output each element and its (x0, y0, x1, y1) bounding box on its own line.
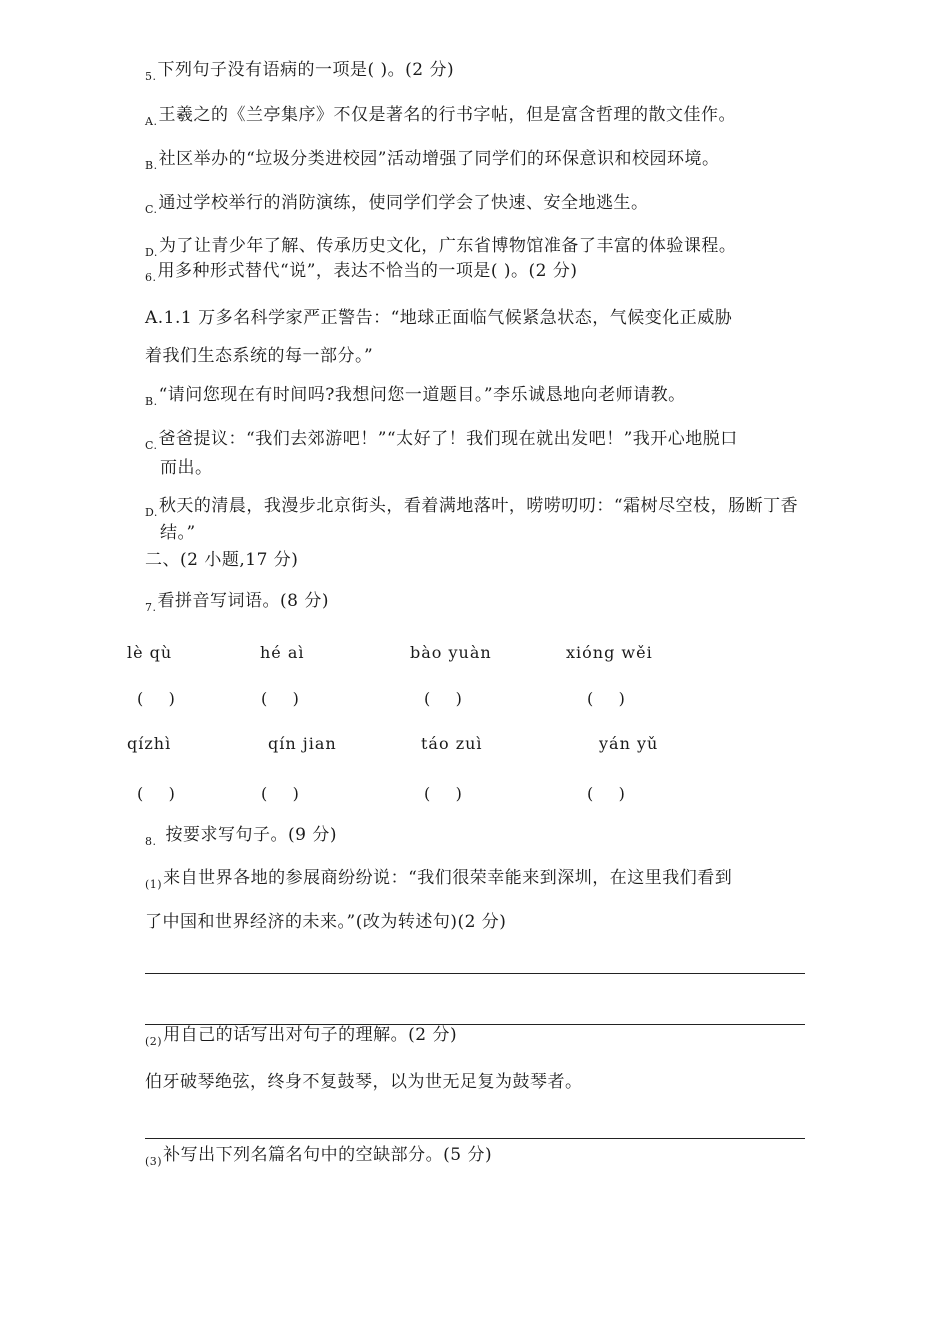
pinyin-7: táo zuì (421, 734, 483, 753)
q6-option-d-line1: $_{D.}$秋天的清晨，我漫步北京街头，看着满地落叶，唠唠叨叨：“霜树尽空枝，肠断丁香 (145, 496, 799, 519)
answer-line-1[interactable] (145, 973, 805, 974)
pinyin-8: yán yǔ (599, 734, 659, 753)
q7-stem: $_{7.}$看拼音写词语。(8 分) (145, 591, 329, 614)
q5-option-d: $_{D.}$为了让青少年了解、传承历史文化，广东省博物馆准备了丰富的体验课程。 (145, 236, 737, 259)
answer-blank-7[interactable]: ( ) (424, 784, 462, 803)
answer-blank-1[interactable]: ( ) (137, 689, 175, 708)
q6-stem: $_{6.}$用多种形式替代“说”，表达不恰当的一项是( )。(2 分) (145, 261, 578, 284)
q5-option-a: $_{A.}$王羲之的《兰亭集序》不仅是著名的行书字帖，但是富含哲理的散文佳作。 (145, 105, 736, 128)
q8-stem: $_{8.}$ 按要求写句子。(9 分) (145, 825, 337, 848)
pinyin-6: qín jian (268, 734, 337, 753)
q6-option-c-line1: $_{C.}$爸爸提议：“我们去郊游吧！”“太好了！我们现在就出发吧！”我开心地脱口 (145, 429, 738, 452)
answer-blank-4[interactable]: ( ) (587, 689, 625, 708)
pinyin-5: qízhì (127, 734, 172, 753)
answer-line-3[interactable] (145, 1138, 805, 1139)
q5-stem: $_{5.}$下列句子没有语病的一项是( )。(2 分) (145, 60, 455, 83)
q5-option-c: $_{C.}$通过学校举行的消防演练，使同学们学会了快速、安全地逃生。 (145, 193, 649, 216)
answer-blank-6[interactable]: ( ) (261, 784, 299, 803)
q8-part2-stem: $_{(2)}$用自己的话写出对句子的理解。(2 分) (145, 1025, 458, 1048)
pinyin-3: bào yuàn (410, 643, 492, 662)
pinyin-1: lè qù (127, 643, 173, 662)
q6-option-c-line2: 而出。 (160, 458, 213, 478)
section-2-heading: 二、(2 小题,17 分) (145, 550, 299, 570)
answer-blank-8[interactable]: ( ) (587, 784, 625, 803)
answer-blank-3[interactable]: ( ) (424, 689, 462, 708)
q6-option-b: $_{B.}$“请问您现在有时间吗?我想问您一道题目。”李乐诚恳地向老师请教。 (145, 385, 686, 408)
pinyin-2: hé aì (260, 643, 305, 662)
q6-option-d-line2: 结。” (160, 523, 196, 543)
q6-option-a-line1: A.1.1 万多名科学家严正警告：“地球正面临气候紧急状态，气候变化正威胁 (145, 308, 733, 328)
q6-option-a-line2: 着我们生态系统的每一部分。” (145, 346, 374, 366)
answer-blank-2[interactable]: ( ) (261, 689, 299, 708)
pinyin-4: xióng wěi (566, 643, 653, 662)
q8-part1-line2: 了中国和世界经济的未来。”(改为转述句)(2 分) (145, 912, 507, 932)
q5-option-b: $_{B.}$社区举办的“垃圾分类进校园”活动增强了同学们的环保意识和校园环境。 (145, 149, 720, 172)
answer-blank-5[interactable]: ( ) (137, 784, 175, 803)
q8-part3-stem: $_{(3)}$补写出下列名篇名句中的空缺部分。(5 分) (145, 1145, 493, 1168)
q8-part1-line1: $_{(1)}$来自世界各地的参展商纷纷说：“我们很荣幸能来到深圳，在这里我们看到 (145, 868, 733, 891)
q8-part2-sentence: 伯牙破琴绝弦，终身不复鼓琴，以为世无足复为鼓琴者。 (145, 1072, 583, 1092)
